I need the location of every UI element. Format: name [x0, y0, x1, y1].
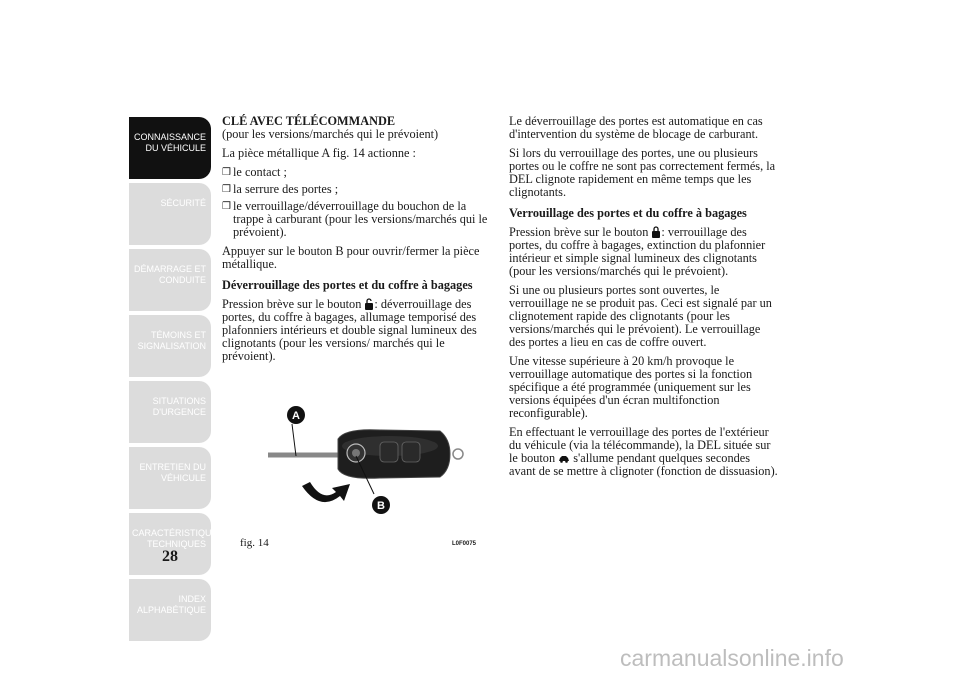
tab-connaissance[interactable]: CONNAISSANCE DU VÉHICULE	[129, 117, 211, 179]
paragraph-unlock: Pression brève sur le bouton : déverrouillage des portes, du coffre à bagages, allumage temporisé des plafonniers intérieurs et double signal lumineux des clignotants (pour les versions/ marchés qui le prévoient).	[222, 297, 477, 363]
label-b: B	[377, 500, 385, 512]
tab-entretien[interactable]: ENTRETIEN DU VÉHICULE	[129, 447, 211, 509]
bullet-list	[222, 166, 492, 239]
right-column	[509, 115, 779, 484]
section-title: CLÉ AVEC TÉLÉCOMMANDE	[222, 114, 396, 128]
unlock-icon	[364, 298, 374, 310]
unlock-button-icon	[402, 442, 420, 462]
figure-caption: fig. 14	[240, 537, 269, 549]
figure-code: L0F0075	[452, 541, 477, 547]
paragraph: Appuyer sur le bouton B pour ouvrir/fermer la pièce métallique.	[222, 244, 480, 271]
lock-button-icon	[380, 442, 398, 462]
list-item: ❒ le contact ;	[222, 166, 492, 179]
tab-demarrage[interactable]: DÉMARRAGE ET CONDUITE	[129, 249, 211, 311]
car-lock-icon	[558, 452, 570, 464]
heading-unlock: Déverrouillage des portes et du coffre à bagages	[222, 278, 473, 292]
lock-icon	[651, 226, 661, 238]
intro-text: La pièce métallique A fig. 14 actionne :	[222, 146, 416, 160]
paragraph: Si une ou plusieurs portes sont ouvertes, le verrouillage ne se produit pas. Ceci est signalé par un clignotement rapide des clignotants (pour les versions/marchés qui le prévoient). Le verrouillage des portes a lieu en cas de coffre ouvert.	[509, 283, 772, 349]
label-a: A	[292, 410, 300, 422]
paragraph: Une vitesse supérieure à 20 km/h provoque le verrouillage automatique des portes si la fonction spécifique a été programmée (uniquement sur les versions équipées d'un écran multifonction reconfigurable).	[509, 354, 753, 420]
section-subtitle: (pour les versions/marchés qui le prévoient)	[222, 127, 439, 141]
paragraph: Si lors du verrouillage des portes, une ou plusieurs portes ou le coffre ne sont pas correctement fermés, la DEL clignote rapidement en même temps que les clignotants.	[509, 146, 776, 199]
page-number: 28	[162, 548, 178, 565]
tab-temoins[interactable]: TÉMOINS ET SIGNALISATION	[129, 315, 211, 377]
key-figure	[240, 384, 485, 542]
paragraph-lock: Pression brève sur le bouton : verrouillage des portes, du coffre à bagages, extinction du plafonnier intérieur et simple signal lumineux des clignotants (pour les versions/marchés qui le prévoient).	[509, 225, 766, 278]
paragraph: En effectuant le verrouillage des portes de l'extérieur du véhicule (via la télécommande), la DEL située sur le bouton s'allume pendant quelques secondes avant de se mettre à clignoter (fonction de dissuasion).	[509, 425, 778, 478]
paragraph: Le déverrouillage des portes est automatique en cas d'intervention du système de blocage de carburant.	[509, 114, 763, 141]
left-column	[222, 115, 492, 369]
heading-lock: Verrouillage des portes et du coffre à bagages	[509, 206, 747, 220]
key-ring-icon	[453, 449, 463, 459]
watermark: carmanualsonline.info	[620, 645, 844, 671]
tab-index[interactable]: INDEX ALPHABÉTIQUE	[129, 579, 211, 641]
tab-securite[interactable]: SÉCURITÉ	[129, 183, 211, 245]
list-item: ❒ la serrure des portes ;	[222, 183, 492, 196]
list-item: ❒ le verrouillage/déverrouillage du bouchon de la trappe à carburant (pour les versions/marchés qui le prévoient).	[222, 200, 492, 239]
tab-situations[interactable]: SITUATIONS D'URGENCE	[129, 381, 211, 443]
rotation-arrow-icon	[302, 482, 350, 502]
tab-caracteristiques[interactable]: CARACTÉRISTIQUES TECHNIQUES	[129, 513, 211, 575]
